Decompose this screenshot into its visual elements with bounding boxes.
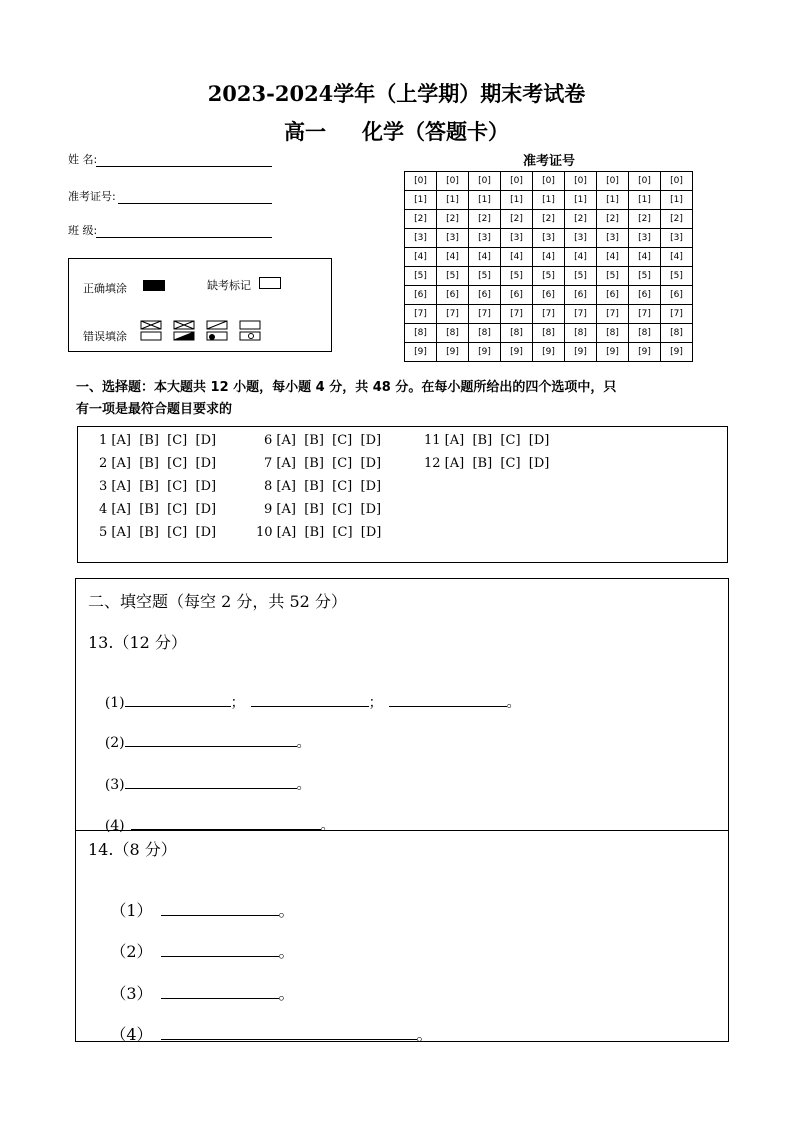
- mc-question-8[interactable]: 8 [A] [B] [C] [D]: [264, 479, 382, 494]
- exam-id-bubble[interactable]: [8]: [469, 324, 501, 343]
- section1-heading-line1: 一、选择题：本大题共 12 小题，每小题 4 分，共 48 分。在每小题所给出的四个选项中，只: [76, 380, 617, 395]
- class-field[interactable]: [68, 222, 97, 238]
- exam-id-bubble[interactable]: [0]: [661, 172, 693, 191]
- q13-end2: 。: [296, 735, 311, 751]
- mc-question-10[interactable]: 10 [A] [B] [C] [D]: [256, 525, 382, 540]
- exam-id-bubble[interactable]: [9]: [533, 343, 565, 362]
- q14-part3-label: （3）: [110, 984, 153, 1003]
- wrong-fill-x-filled: [174, 321, 194, 340]
- id-field[interactable]: [68, 188, 116, 204]
- mc-question-4[interactable]: 4 [A] [B] [C] [D]: [99, 502, 217, 517]
- exam-id-bubble[interactable]: [7]: [629, 305, 661, 324]
- exam-title: 2023-2024学年（上学期）期末考试卷: [207, 81, 586, 106]
- class-label: 班 级:: [68, 224, 98, 237]
- id-line: [118, 203, 272, 204]
- exam-id-bubble[interactable]: [1]: [565, 191, 597, 210]
- exam-id-bubble[interactable]: [5]: [469, 267, 501, 286]
- exam-id-row: [405, 248, 693, 267]
- exam-id-bubble[interactable]: [0]: [469, 172, 501, 191]
- q14-blank-4[interactable]: [161, 1025, 417, 1040]
- fill-in-box: [75, 578, 729, 1042]
- q13-blank-1b[interactable]: [251, 692, 369, 707]
- exam-id-bubble[interactable]: [0]: [533, 172, 565, 191]
- mc-question-9[interactable]: 9 [A] [B] [C] [D]: [264, 502, 382, 517]
- q14-part2-label: （2）: [110, 942, 153, 961]
- exam-id-bubble[interactable]: [9]: [565, 343, 597, 362]
- exam-id-title: 准考证号: [522, 154, 575, 169]
- exam-id-bubble[interactable]: [4]: [661, 248, 693, 267]
- exam-id-bubble[interactable]: [7]: [501, 305, 533, 324]
- exam-id-bubble[interactable]: [9]: [437, 343, 469, 362]
- name-line: [96, 166, 272, 167]
- exam-id-row: [405, 286, 693, 305]
- exam-id-bubble[interactable]: [0]: [565, 172, 597, 191]
- q14-label: 14.（8 分）: [88, 840, 177, 859]
- exam-id-bubble[interactable]: [3]: [533, 229, 565, 248]
- exam-id-bubble[interactable]: [0]: [437, 172, 469, 191]
- exam-id-row: [405, 172, 693, 191]
- q13-blank-1a[interactable]: [125, 692, 231, 707]
- wrong-fill-slash-dot: [207, 321, 227, 340]
- q14-blank-2[interactable]: [161, 942, 279, 957]
- section2-heading: 二、填空题（每空 2 分，共 52 分）: [88, 592, 347, 611]
- exam-id-bubble[interactable]: [1]: [629, 191, 661, 210]
- exam-id-row: [405, 267, 693, 286]
- mc-question-5[interactable]: 5 [A] [B] [C] [D]: [99, 525, 217, 540]
- q13-blank-4[interactable]: [131, 815, 321, 830]
- correct-fill-label: 正确填涂: [83, 282, 127, 295]
- exam-id-row: [405, 343, 693, 362]
- wrong-fill-cross: [141, 321, 161, 340]
- correct-fill-sample: [143, 280, 165, 291]
- exam-id-bubble[interactable]: [6]: [629, 286, 661, 305]
- exam-id-bubble[interactable]: [8]: [597, 324, 629, 343]
- q13-part1-label: (1): [104, 695, 125, 711]
- q13-blank-1c[interactable]: [389, 692, 507, 707]
- exam-id-bubble[interactable]: [8]: [533, 324, 565, 343]
- exam-id-bubble[interactable]: [8]: [565, 324, 597, 343]
- q13-sep2: ；: [368, 695, 383, 711]
- exam-id-bubble[interactable]: [9]: [469, 343, 501, 362]
- section1-heading-line2: 有一项是最符合题目要求的: [76, 402, 233, 417]
- exam-id-bubble[interactable]: [7]: [437, 305, 469, 324]
- exam-id-bubble[interactable]: [4]: [405, 248, 437, 267]
- exam-id-row: [405, 305, 693, 324]
- exam-id-bubble[interactable]: [2]: [405, 210, 437, 229]
- exam-id-bubble[interactable]: [8]: [501, 324, 533, 343]
- exam-id-bubble[interactable]: [2]: [469, 210, 501, 229]
- exam-id-bubble[interactable]: [2]: [565, 210, 597, 229]
- q13-end4: 。: [320, 818, 335, 834]
- mc-question-1[interactable]: 1 [A] [B] [C] [D]: [99, 433, 217, 448]
- q13-sep1: ；: [230, 695, 245, 711]
- exam-id-bubble[interactable]: [2]: [533, 210, 565, 229]
- multiple-choice-box: [77, 426, 728, 563]
- q14-end1: 。: [278, 901, 295, 920]
- exam-id-bubble[interactable]: [3]: [565, 229, 597, 248]
- exam-id-bubble[interactable]: [2]: [661, 210, 693, 229]
- mc-question-2[interactable]: 2 [A] [B] [C] [D]: [99, 456, 217, 471]
- q13-end1: 。: [506, 695, 521, 711]
- exam-id-bubble[interactable]: [0]: [597, 172, 629, 191]
- q13-part4-label: (4): [104, 818, 125, 834]
- grade-label: 高一: [284, 119, 326, 144]
- exam-id-bubble[interactable]: [7]: [469, 305, 501, 324]
- mc-question-7[interactable]: 7 [A] [B] [C] [D]: [264, 456, 382, 471]
- exam-id-bubble[interactable]: [3]: [629, 229, 661, 248]
- exam-id-bubble[interactable]: [9]: [629, 343, 661, 362]
- mc-question-12[interactable]: 12 [A] [B] [C] [D]: [424, 456, 550, 471]
- exam-id-bubble[interactable]: [7]: [565, 305, 597, 324]
- exam-id-row: [405, 210, 693, 229]
- exam-id-bubble[interactable]: [9]: [501, 343, 533, 362]
- q13-blank-3[interactable]: [125, 774, 297, 789]
- q13-blank-2[interactable]: [125, 732, 297, 747]
- q14-blank-3[interactable]: [161, 984, 279, 999]
- exam-id-bubble[interactable]: [3]: [501, 229, 533, 248]
- exam-id-bubble[interactable]: [8]: [405, 324, 437, 343]
- exam-id-bubble[interactable]: [1]: [501, 191, 533, 210]
- wrong-fill-samples: [139, 319, 269, 343]
- exam-id-bubble[interactable]: [5]: [501, 267, 533, 286]
- exam-id-bubble[interactable]: [3]: [597, 229, 629, 248]
- exam-id-bubble[interactable]: [2]: [597, 210, 629, 229]
- exam-id-bubble[interactable]: [1]: [597, 191, 629, 210]
- exam-id-bubble[interactable]: [6]: [661, 286, 693, 305]
- exam-id-grid: [404, 171, 693, 362]
- section1-heading: [76, 377, 736, 421]
- name-label: 姓 名:: [68, 153, 98, 166]
- q14-part4: [90, 1003, 433, 1064]
- name-field[interactable]: [68, 151, 97, 167]
- exam-id-bubble[interactable]: [7]: [405, 305, 437, 324]
- exam-id-bubble[interactable]: [6]: [469, 286, 501, 305]
- q13-part2-label: (2): [104, 735, 125, 751]
- exam-id-bubble[interactable]: [7]: [661, 305, 693, 324]
- fill-legend: [68, 258, 332, 352]
- exam-id-bubble[interactable]: [2]: [501, 210, 533, 229]
- absent-mark-box[interactable]: [259, 277, 281, 289]
- exam-id-bubble[interactable]: [2]: [437, 210, 469, 229]
- exam-id-bubble[interactable]: [1]: [469, 191, 501, 210]
- exam-id-bubble[interactable]: [6]: [533, 286, 565, 305]
- absent-mark-label: 缺考标记: [207, 279, 251, 292]
- exam-id-bubble[interactable]: [3]: [469, 229, 501, 248]
- mc-question-3[interactable]: 3 [A] [B] [C] [D]: [99, 479, 217, 494]
- exam-id-bubble[interactable]: [5]: [661, 267, 693, 286]
- exam-id-bubble[interactable]: [5]: [533, 267, 565, 286]
- class-line: [96, 237, 272, 238]
- exam-id-bubble[interactable]: [5]: [565, 267, 597, 286]
- exam-id-bubble[interactable]: [4]: [533, 248, 565, 267]
- exam-id-bubble[interactable]: [4]: [597, 248, 629, 267]
- exam-id-bubble[interactable]: [1]: [437, 191, 469, 210]
- exam-id-bubble[interactable]: [5]: [597, 267, 629, 286]
- exam-id-bubble[interactable]: [4]: [501, 248, 533, 267]
- q13-end3: 。: [296, 777, 311, 793]
- exam-id-bubble[interactable]: [5]: [629, 267, 661, 286]
- wrong-fill-label: 错误填涂: [83, 330, 127, 343]
- mc-question-6[interactable]: 6 [A] [B] [C] [D]: [264, 433, 382, 448]
- q14-end2: 。: [278, 942, 295, 961]
- q13-label: 13.（12 分）: [88, 633, 187, 652]
- exam-id-bubble[interactable]: [0]: [405, 172, 437, 191]
- q14-part1-label: （1）: [110, 901, 153, 920]
- q14-part4-label: （4）: [110, 1025, 153, 1044]
- q14-end3: 。: [278, 984, 295, 1003]
- exam-id-bubble[interactable]: [8]: [661, 324, 693, 343]
- wrong-fill-circle: [240, 321, 260, 340]
- q14-end4: 。: [416, 1025, 433, 1044]
- exam-id-bubble[interactable]: [6]: [565, 286, 597, 305]
- exam-id-bubble[interactable]: [1]: [661, 191, 693, 210]
- exam-id-bubble[interactable]: [6]: [405, 286, 437, 305]
- exam-id-bubble[interactable]: [4]: [565, 248, 597, 267]
- exam-id-bubble[interactable]: [5]: [405, 267, 437, 286]
- exam-id-bubble[interactable]: [3]: [661, 229, 693, 248]
- exam-id-bubble[interactable]: [1]: [405, 191, 437, 210]
- exam-id-bubble[interactable]: [6]: [501, 286, 533, 305]
- exam-id-bubble[interactable]: [1]: [533, 191, 565, 210]
- exam-id-bubble[interactable]: [7]: [533, 305, 565, 324]
- exam-id-bubble[interactable]: [8]: [437, 324, 469, 343]
- exam-id-row: [405, 191, 693, 210]
- exam-id-row: [405, 229, 693, 248]
- id-label: 准考证号:: [68, 190, 116, 203]
- exam-id-bubble[interactable]: [3]: [405, 229, 437, 248]
- exam-id-bubble[interactable]: [4]: [437, 248, 469, 267]
- exam-id-bubble[interactable]: [4]: [469, 248, 501, 267]
- exam-id-bubble[interactable]: [8]: [629, 324, 661, 343]
- exam-id-bubble[interactable]: [2]: [629, 210, 661, 229]
- q13-part3-label: (3): [104, 777, 125, 793]
- question-divider: [76, 830, 728, 831]
- exam-id-bubble[interactable]: [3]: [437, 229, 469, 248]
- exam-id-row: [405, 324, 693, 343]
- exam-id-bubble[interactable]: [6]: [437, 286, 469, 305]
- exam-id-bubble[interactable]: [5]: [437, 267, 469, 286]
- exam-id-bubble[interactable]: [7]: [597, 305, 629, 324]
- subject-title: [0, 116, 793, 146]
- exam-id-bubble[interactable]: [9]: [661, 343, 693, 362]
- exam-id-bubble[interactable]: [6]: [597, 286, 629, 305]
- subject-label: 化学（答题卡）: [362, 119, 509, 144]
- exam-id-bubble[interactable]: [9]: [597, 343, 629, 362]
- mc-question-11[interactable]: 11 [A] [B] [C] [D]: [424, 433, 550, 448]
- exam-id-bubble[interactable]: [9]: [405, 343, 437, 362]
- q14-blank-1[interactable]: [161, 901, 279, 916]
- exam-id-bubble[interactable]: [0]: [501, 172, 533, 191]
- exam-id-bubble[interactable]: [4]: [629, 248, 661, 267]
- exam-id-bubble[interactable]: [0]: [629, 172, 661, 191]
